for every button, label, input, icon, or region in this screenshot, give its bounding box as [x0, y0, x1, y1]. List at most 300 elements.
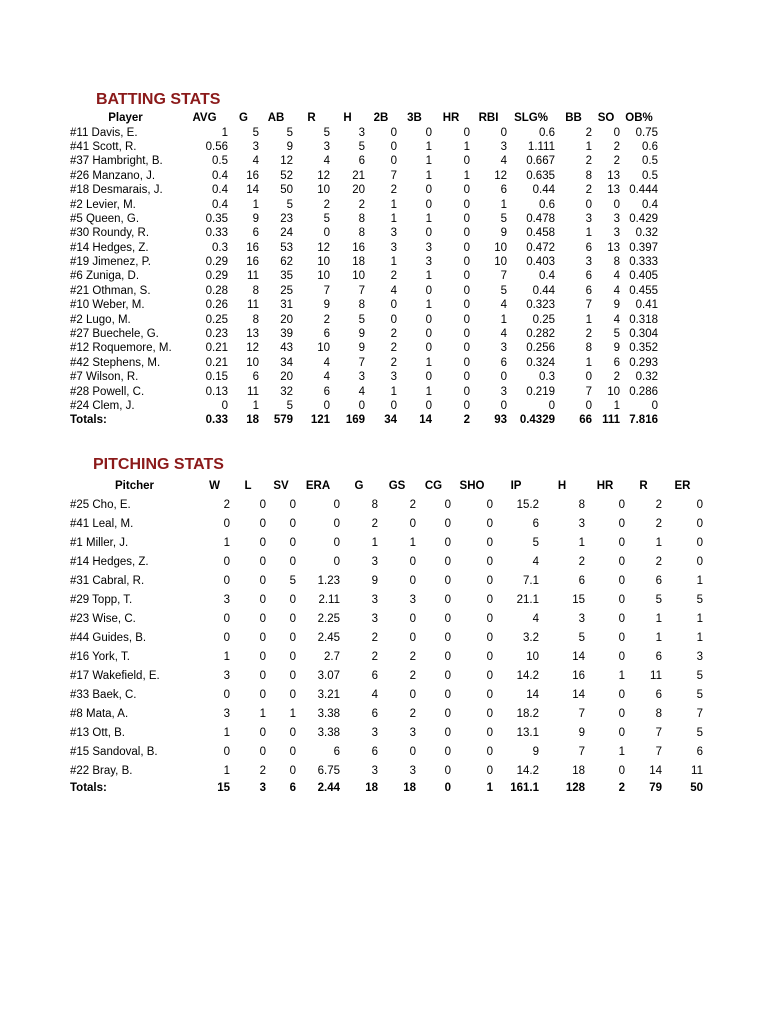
- batting-cell-2b: 2: [390, 342, 397, 355]
- pitching-cell-sho: 0: [486, 764, 493, 777]
- batting-row: [70, 284, 658, 298]
- pitching-cell-cg: 0: [444, 574, 451, 587]
- pitching-cell-w: 0: [223, 574, 230, 587]
- batting-cell-bb: 3: [585, 212, 592, 225]
- batting-cell-ab: 34: [280, 356, 293, 369]
- batting-cell-avg: 0.29: [205, 270, 228, 283]
- batting-cell-rbi: 3: [500, 342, 507, 355]
- batting-cell-avg: 0.26: [205, 299, 228, 312]
- pitching-cell-gs: 0: [409, 688, 416, 701]
- batting-cell-ob: 0.333: [629, 256, 658, 269]
- pitching-cell-l: 0: [259, 574, 266, 587]
- pitching-cell-era: 1.23: [317, 574, 340, 587]
- batting-cell-3b: 0: [425, 342, 432, 355]
- batting-total-3b: 14: [419, 414, 432, 427]
- batting-cell-rbi: 12: [494, 169, 507, 182]
- pitching-row: [70, 666, 703, 685]
- batting-cell-r: 10: [317, 342, 330, 355]
- batting-cell-so: 8: [613, 256, 620, 269]
- batting-header-ab: AB: [267, 112, 285, 125]
- batting-header-player: Player: [108, 112, 143, 125]
- batting-cell-bb: 7: [585, 299, 592, 312]
- pitching-player-name: #41 Leal, M.: [70, 517, 134, 530]
- batting-cell-hr: 0: [463, 241, 470, 254]
- pitching-player-name: #1 Miller, J.: [70, 536, 129, 549]
- batting-cell-g: 12: [246, 342, 259, 355]
- batting-cell-ob: 0.397: [629, 241, 658, 254]
- batting-cell-2b: 0: [390, 313, 397, 326]
- pitching-cell-cg: 0: [444, 498, 451, 511]
- batting-cell-so: 13: [607, 169, 620, 182]
- batting-cell-so: 9: [613, 342, 620, 355]
- pitching-total-g: 18: [365, 781, 378, 794]
- batting-cell-r: 4: [323, 155, 330, 168]
- pitching-cell-era: 0: [333, 536, 340, 549]
- batting-row: [70, 183, 658, 197]
- batting-row: [70, 169, 658, 183]
- batting-cell-avg: 0.13: [205, 385, 228, 398]
- pitching-cell-l: 0: [259, 726, 266, 739]
- batting-cell-ab: 25: [280, 284, 293, 297]
- pitching-cell-sv: 0: [289, 517, 296, 530]
- batting-cell-ab: 12: [280, 155, 293, 168]
- batting-header-r: R: [307, 112, 316, 125]
- pitching-cell-l: 0: [259, 536, 266, 549]
- pitching-cell-hr: 0: [618, 612, 625, 625]
- pitching-cell-er: 0: [696, 498, 703, 511]
- batting-cell-2b: 2: [390, 356, 397, 369]
- pitching-row: [70, 514, 703, 533]
- batting-cell-avg: 0.4: [212, 169, 228, 182]
- batting-cell-bb: 8: [585, 169, 592, 182]
- pitching-cell-cg: 0: [444, 593, 451, 606]
- batting-cell-avg: 0: [221, 400, 228, 412]
- batting-cell-g: 16: [246, 169, 259, 182]
- batting-cell-ob: 0.352: [629, 342, 658, 355]
- batting-total-rbi: 93: [494, 414, 507, 427]
- batting-cell-hr: 0: [463, 299, 470, 312]
- pitching-cell-cg: 0: [444, 631, 451, 644]
- pitching-cell-sho: 0: [486, 574, 493, 587]
- batting-cell-ob: 0.318: [629, 313, 658, 326]
- batting-cell-slg: 0.667: [526, 155, 555, 168]
- batting-cell-2b: 3: [390, 371, 397, 384]
- pitching-cell-sv: 0: [289, 764, 296, 777]
- batting-cell-h: 10: [352, 270, 365, 283]
- pitching-cell-ip: 4: [532, 612, 539, 625]
- pitching-cell-sv: 0: [289, 688, 296, 701]
- pitching-cell-hr: 0: [618, 707, 625, 720]
- batting-cell-rbi: 5: [500, 284, 507, 297]
- batting-cell-avg: 0.21: [205, 342, 228, 355]
- batting-cell-hr: 0: [463, 227, 470, 240]
- pitching-cell-cg: 0: [444, 745, 451, 758]
- batting-cell-ab: 52: [280, 169, 293, 182]
- batting-cell-avg: 0.25: [205, 313, 228, 326]
- batting-player-name: #24 Clem, J.: [70, 400, 135, 412]
- batting-cell-g: 16: [246, 241, 259, 254]
- batting-cell-3b: 1: [425, 155, 432, 168]
- batting-cell-ob: 0.405: [629, 270, 658, 283]
- pitching-cell-cg: 0: [444, 650, 451, 663]
- batting-cell-3b: 0: [425, 284, 432, 297]
- batting-cell-avg: 0.4: [212, 198, 228, 211]
- pitching-cell-w: 0: [223, 555, 230, 568]
- pitching-cell-hr: 0: [618, 593, 625, 606]
- pitching-cell-g: 3: [371, 764, 378, 777]
- batting-cell-so: 1: [613, 400, 620, 412]
- pitching-cell-sho: 0: [486, 517, 493, 530]
- batting-cell-so: 2: [613, 155, 620, 168]
- batting-cell-3b: 3: [425, 256, 432, 269]
- pitching-cell-sho: 0: [486, 745, 493, 758]
- batting-cell-avg: 0.5: [212, 155, 228, 168]
- batting-cell-r: 4: [323, 356, 330, 369]
- batting-cell-3b: 1: [425, 169, 432, 182]
- batting-cell-avg: 0.29: [205, 256, 228, 269]
- batting-cell-2b: 1: [390, 385, 397, 398]
- batting-cell-2b: 4: [390, 284, 397, 297]
- batting-cell-ab: 9: [286, 140, 293, 153]
- pitching-cell-h: 6: [578, 574, 585, 587]
- batting-cell-slg: 0.6: [539, 126, 555, 139]
- batting-cell-3b: 1: [425, 140, 432, 153]
- batting-cell-so: 5: [613, 328, 620, 341]
- batting-cell-ob: 0.32: [635, 227, 658, 240]
- pitching-row: [70, 723, 703, 742]
- batting-cell-g: 1: [252, 198, 259, 211]
- pitching-cell-er: 5: [696, 726, 703, 739]
- batting-cell-slg: 0.324: [526, 356, 555, 369]
- pitching-cell-l: 0: [259, 498, 266, 511]
- batting-cell-slg: 0.458: [526, 227, 555, 240]
- pitching-cell-h: 7: [578, 745, 585, 758]
- batting-cell-ab: 5: [286, 126, 293, 139]
- pitching-row: [70, 761, 703, 780]
- pitching-cell-hr: 0: [618, 574, 625, 587]
- pitching-cell-h: 2: [578, 555, 585, 568]
- pitching-cell-era: 0: [333, 555, 340, 568]
- batting-cell-slg: 0.219: [526, 385, 555, 398]
- pitching-cell-sho: 0: [486, 688, 493, 701]
- batting-cell-ob: 0.455: [629, 284, 658, 297]
- batting-player-name: #11 Davis, E.: [70, 126, 138, 139]
- pitching-cell-ip: 15.2: [516, 498, 539, 511]
- batting-total-hr: 2: [463, 414, 470, 427]
- pitching-cell-w: 2: [223, 498, 230, 511]
- pitching-header-row: [70, 476, 703, 495]
- batting-cell-bb: 0: [585, 371, 592, 384]
- batting-cell-r: 10: [317, 184, 330, 197]
- batting-cell-bb: 1: [585, 356, 592, 369]
- batting-cell-3b: 0: [425, 400, 432, 412]
- batting-cell-ab: 35: [280, 270, 293, 283]
- pitching-cell-er: 5: [696, 688, 703, 701]
- batting-cell-g: 8: [252, 284, 259, 297]
- batting-cell-3b: 1: [425, 385, 432, 398]
- batting-row: [70, 341, 658, 355]
- pitching-player-name: #16 York, T.: [70, 650, 130, 663]
- batting-cell-2b: 2: [390, 328, 397, 341]
- pitching-cell-sho: 0: [486, 669, 493, 682]
- pitching-cell-h: 8: [578, 498, 585, 511]
- batting-header-h: H: [343, 112, 352, 125]
- pitching-cell-w: 1: [223, 650, 230, 663]
- pitching-cell-sho: 0: [486, 612, 493, 625]
- batting-cell-g: 6: [252, 371, 259, 384]
- pitching-header-ip: IP: [510, 479, 522, 492]
- batting-cell-3b: 0: [425, 371, 432, 384]
- pitching-cell-er: 1: [696, 574, 703, 587]
- pitching-total-era: 2.44: [317, 781, 340, 794]
- batting-cell-so: 4: [613, 284, 620, 297]
- pitching-header-l: L: [244, 479, 252, 492]
- pitching-cell-h: 3: [578, 612, 585, 625]
- batting-total-slg: 0.4329: [519, 414, 555, 427]
- batting-player-name: #14 Hedges, Z.: [70, 241, 149, 254]
- batting-cell-hr: 0: [463, 270, 470, 283]
- batting-total-so: 111: [602, 414, 620, 427]
- batting-player-name: #41 Scott, R.: [70, 140, 137, 153]
- batting-header-so: SO: [597, 112, 615, 125]
- pitching-cell-hr: 0: [618, 764, 625, 777]
- batting-cell-rbi: 4: [500, 155, 507, 168]
- batting-cell-2b: 0: [390, 400, 397, 412]
- batting-cell-bb: 8: [585, 342, 592, 355]
- pitching-cell-era: 3.21: [317, 688, 340, 701]
- pitching-cell-w: 0: [223, 745, 230, 758]
- batting-cell-h: 7: [358, 356, 365, 369]
- batting-cell-hr: 0: [463, 184, 470, 197]
- pitching-cell-h: 14: [572, 688, 585, 701]
- pitching-cell-ip: 3.2: [523, 631, 539, 644]
- batting-cell-bb: 2: [585, 184, 592, 197]
- batting-cell-bb: 6: [585, 284, 592, 297]
- pitching-cell-era: 6.75: [317, 764, 340, 777]
- pitching-player-name: #33 Baek, C.: [70, 688, 137, 701]
- batting-total-r: 121: [310, 414, 330, 427]
- batting-cell-g: 6: [252, 227, 259, 240]
- pitching-row: [70, 685, 703, 704]
- batting-totals-row: [70, 413, 658, 427]
- pitching-cell-l: 1: [259, 707, 266, 720]
- pitching-cell-er: 6: [696, 745, 703, 758]
- pitching-player-name: #31 Cabral, R.: [70, 574, 145, 587]
- batting-cell-hr: 0: [463, 385, 470, 398]
- pitching-total-w: 15: [217, 781, 230, 794]
- batting-cell-g: 9: [252, 212, 259, 225]
- pitching-cell-h: 9: [578, 726, 585, 739]
- pitching-header-gs: GS: [388, 479, 406, 492]
- pitching-row: [70, 628, 703, 647]
- batting-cell-slg: 0: [548, 400, 555, 412]
- batting-total-2b: 34: [384, 414, 397, 427]
- batting-player-name: #19 Jimenez, P.: [70, 256, 151, 269]
- batting-row: [70, 298, 658, 312]
- pitching-cell-cg: 0: [444, 764, 451, 777]
- pitching-cell-er: 1: [696, 612, 703, 625]
- pitching-cell-sv: 0: [289, 726, 296, 739]
- batting-cell-rbi: 6: [500, 184, 507, 197]
- pitching-player-name: #13 Ott, B.: [70, 726, 125, 739]
- pitching-cell-r: 11: [650, 669, 662, 682]
- pitching-cell-g: 4: [371, 688, 378, 701]
- batting-cell-2b: 7: [390, 169, 397, 182]
- batting-cell-ob: 0.6: [642, 140, 658, 153]
- batting-cell-rbi: 6: [500, 356, 507, 369]
- pitching-totals-row: [70, 780, 703, 795]
- pitching-cell-w: 0: [223, 612, 230, 625]
- batting-row: [70, 399, 658, 413]
- batting-cell-ob: 0.41: [635, 299, 658, 312]
- pitching-cell-hr: 1: [618, 669, 625, 682]
- batting-cell-so: 6: [613, 356, 620, 369]
- pitching-cell-w: 3: [223, 593, 230, 606]
- pitching-row: [70, 552, 703, 571]
- batting-stats-table: [70, 111, 658, 428]
- pitching-cell-ip: 14: [526, 688, 539, 701]
- batting-cell-2b: 0: [390, 126, 397, 139]
- batting-cell-bb: 1: [585, 140, 592, 153]
- batting-cell-3b: 1: [425, 212, 432, 225]
- batting-cell-hr: 0: [463, 256, 470, 269]
- pitching-cell-w: 0: [223, 631, 230, 644]
- batting-cell-slg: 0.323: [526, 299, 555, 312]
- pitching-cell-l: 2: [259, 764, 266, 777]
- pitching-cell-l: 0: [259, 593, 266, 606]
- batting-cell-r: 5: [323, 126, 330, 139]
- pitching-total-hr: 2: [618, 781, 625, 794]
- batting-cell-slg: 0.282: [526, 328, 555, 341]
- pitching-cell-g: 2: [371, 517, 378, 530]
- batting-cell-ob: 0: [651, 400, 658, 412]
- batting-cell-3b: 1: [425, 356, 432, 369]
- batting-cell-so: 4: [613, 313, 620, 326]
- pitching-stats-title: PITCHING STATS: [93, 456, 224, 473]
- pitching-cell-r: 1: [655, 536, 662, 549]
- batting-row: [70, 226, 658, 240]
- batting-cell-rbi: 3: [500, 140, 507, 153]
- pitching-cell-r: 2: [655, 517, 662, 530]
- pitching-cell-w: 1: [223, 726, 230, 739]
- pitching-player-name: #23 Wise, C.: [70, 612, 136, 625]
- batting-cell-avg: 0.23: [205, 328, 228, 341]
- pitching-header-er: ER: [674, 479, 691, 492]
- pitching-cell-h: 1: [578, 536, 585, 549]
- pitching-total-h: 128: [565, 781, 585, 794]
- batting-cell-so: 9: [613, 299, 620, 312]
- batting-cell-bb: 1: [585, 313, 592, 326]
- pitching-cell-gs: 0: [409, 612, 416, 625]
- pitching-cell-h: 15: [572, 593, 585, 606]
- batting-header-ob: OB%: [625, 112, 653, 125]
- pitching-cell-gs: 2: [409, 669, 416, 682]
- batting-cell-bb: 2: [585, 328, 592, 341]
- batting-cell-so: 2: [613, 371, 620, 384]
- pitching-cell-sho: 0: [486, 726, 493, 739]
- pitching-cell-g: 9: [371, 574, 378, 587]
- pitching-player-name: #17 Wakefield, E.: [70, 669, 160, 682]
- batting-cell-r: 12: [317, 241, 330, 254]
- pitching-cell-er: 5: [696, 593, 703, 606]
- batting-cell-r: 6: [323, 385, 330, 398]
- batting-cell-hr: 0: [463, 356, 470, 369]
- pitching-header-h: H: [557, 479, 567, 492]
- pitching-cell-era: 6: [333, 745, 340, 758]
- batting-header-row: [70, 111, 658, 125]
- batting-cell-bb: 6: [585, 270, 592, 283]
- pitching-cell-cg: 0: [444, 669, 451, 682]
- batting-cell-h: 7: [358, 284, 365, 297]
- batting-cell-g: 8: [252, 313, 259, 326]
- batting-total-avg: 0.33: [205, 414, 228, 427]
- pitching-cell-ip: 18.2: [516, 707, 539, 720]
- batting-cell-g: 1: [252, 400, 259, 412]
- batting-cell-r: 0: [323, 227, 330, 240]
- pitching-header-hr: HR: [596, 479, 614, 492]
- batting-cell-rbi: 0: [500, 371, 507, 384]
- batting-cell-h: 5: [358, 313, 365, 326]
- pitching-cell-hr: 0: [618, 536, 625, 549]
- pitching-cell-gs: 2: [409, 650, 416, 663]
- batting-row: [70, 154, 658, 168]
- pitching-cell-er: 0: [696, 555, 703, 568]
- batting-cell-h: 9: [358, 328, 365, 341]
- batting-cell-3b: 0: [425, 126, 432, 139]
- batting-cell-avg: 0.33: [205, 227, 228, 240]
- pitching-cell-r: 14: [649, 764, 662, 777]
- batting-row: [70, 255, 658, 269]
- pitching-cell-g: 3: [371, 593, 378, 606]
- batting-header-2b: 2B: [373, 112, 389, 125]
- pitching-player-name: #14 Hedges, Z.: [70, 555, 149, 568]
- pitching-cell-g: 1: [371, 536, 378, 549]
- pitching-cell-h: 14: [572, 650, 585, 663]
- pitching-row: [70, 590, 703, 609]
- batting-player-name: #26 Manzano, J.: [70, 169, 156, 182]
- pitching-cell-w: 3: [223, 707, 230, 720]
- batting-cell-r: 6: [323, 328, 330, 341]
- batting-cell-bb: 3: [585, 256, 592, 269]
- pitching-cell-sho: 0: [486, 631, 493, 644]
- batting-cell-avg: 0.15: [205, 371, 228, 384]
- pitching-player-name: #8 Mata, A.: [70, 707, 129, 720]
- batting-cell-ob: 0.5: [642, 155, 658, 168]
- batting-cell-h: 5: [358, 140, 365, 153]
- pitching-cell-l: 0: [259, 555, 266, 568]
- pitching-cell-hr: 1: [618, 745, 625, 758]
- pitching-header-r: R: [639, 479, 648, 492]
- batting-cell-g: 13: [246, 328, 259, 341]
- pitching-cell-hr: 0: [618, 498, 625, 511]
- batting-cell-2b: 1: [390, 198, 397, 211]
- pitching-row: [70, 742, 703, 761]
- pitching-cell-er: 3: [696, 650, 703, 663]
- pitching-cell-ip: 14.2: [516, 764, 539, 777]
- batting-cell-bb: 2: [585, 126, 592, 139]
- batting-cell-2b: 3: [390, 241, 397, 254]
- pitching-total-er: 50: [690, 781, 703, 794]
- batting-cell-h: 18: [352, 256, 365, 269]
- batting-cell-g: 11: [247, 385, 259, 398]
- batting-row: [70, 269, 658, 283]
- batting-player-name: #2 Lugo, M.: [70, 313, 131, 326]
- pitching-player-name: #25 Cho, E.: [70, 498, 131, 511]
- pitching-cell-era: 3.38: [317, 726, 340, 739]
- pitching-cell-era: 0: [333, 498, 340, 511]
- batting-cell-slg: 0.478: [526, 212, 555, 225]
- pitching-cell-ip: 14.2: [516, 669, 539, 682]
